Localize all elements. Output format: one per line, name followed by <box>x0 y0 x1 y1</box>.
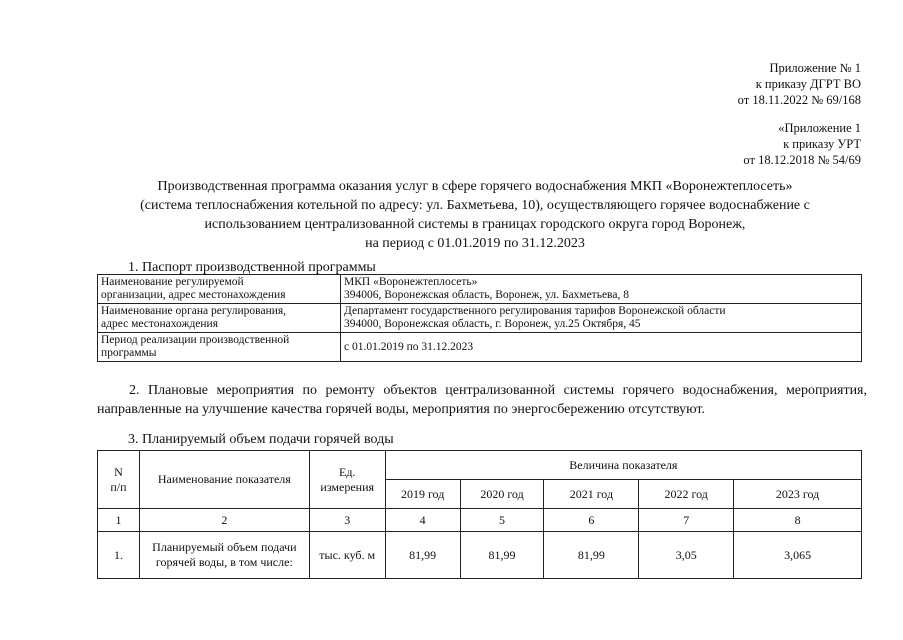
value-line: 394006, Воронежская область, Воронеж, ул. Бахметьева, 8 <box>344 289 629 301</box>
value-cell: 81,99 <box>385 532 460 579</box>
header-line: п/п <box>110 479 127 494</box>
index-cell: 6 <box>544 509 639 532</box>
value-cell: 3,05 <box>639 532 734 579</box>
index-cell: 3 <box>309 509 385 532</box>
passport-value <box>341 333 862 362</box>
table-row <box>98 304 862 333</box>
year-header: 2022 год <box>639 480 734 509</box>
passport-table <box>97 274 862 362</box>
value-line: Департамент государственного регулирования тарифов Воронежской области <box>344 305 726 317</box>
header-line: измерения <box>320 479 375 494</box>
section3-heading: 3. Планируемый объем подачи горячей воды <box>128 432 394 447</box>
indicator-line: Планируемый объем подачи <box>152 540 297 554</box>
value-cell: 81,99 <box>460 532 544 579</box>
section1-heading: 1. Паспорт производственной программы <box>128 260 376 275</box>
index-cell: 5 <box>460 509 544 532</box>
value-cell: 81,99 <box>544 532 639 579</box>
volume-table <box>97 450 862 579</box>
value-line: 394000, Воронежская область, г. Воронеж, ул.25 Октября, 45 <box>344 318 641 330</box>
passport-value <box>341 275 862 304</box>
label-line: программы <box>101 347 157 359</box>
document-title <box>95 177 855 253</box>
prior-appendix-header <box>743 120 861 168</box>
prior-header-line: от 18.12.2018 № 54/69 <box>743 153 861 167</box>
header-line: Ед. <box>338 464 356 479</box>
unit-cell: тыс. куб. м <box>309 532 385 579</box>
index-cell: 1 <box>98 509 140 532</box>
title-line: Производственная программа оказания услуг в сфере горячего водоснабжения МКП «Воронежтеплосеть» <box>157 179 793 194</box>
title-line: (система теплоснабжения котельной по адресу: ул. Бахметьева, 10), осуществляющего горячее водоснабжение с <box>140 198 810 213</box>
value-line: с 01.01.2019 по 31.12.2023 <box>344 340 474 353</box>
appendix-header <box>738 60 861 108</box>
index-cell: 7 <box>639 509 734 532</box>
passport-value <box>341 304 862 333</box>
title-line: использованием централизованной системы в границах городского округа город Воронеж, <box>204 217 746 232</box>
value-cell: 3,065 <box>734 532 862 579</box>
year-header: 2021 год <box>544 480 639 509</box>
year-header: 2020 год <box>460 480 544 509</box>
label-line: Наименование органа регулирования, <box>101 305 287 317</box>
label-line: организации, адрес местонахождения <box>101 289 286 301</box>
table-index-row <box>98 509 862 532</box>
appendix-header-line: Приложение № 1 <box>769 61 861 75</box>
col-unit-header <box>309 451 385 509</box>
passport-label <box>98 304 341 333</box>
indicator-line: горячей воды, в том числе: <box>155 555 293 569</box>
index-cell: 8 <box>734 509 862 532</box>
table-header-row <box>98 451 862 480</box>
value-line: МКП «Воронежтеплосеть» <box>344 276 478 288</box>
year-header: 2023 год <box>734 480 862 509</box>
passport-label <box>98 275 341 304</box>
header-line: N <box>114 464 123 479</box>
label-line: Период реализации производственной <box>101 334 290 346</box>
table-row <box>98 532 862 579</box>
year-header: 2019 год <box>385 480 460 509</box>
col-n-header <box>98 451 140 509</box>
indicator-name <box>139 532 309 579</box>
appendix-header-line: к приказу ДГРТ ВО <box>755 77 861 91</box>
section2-paragraph: 2. Плановые мероприятия по ремонту объектов централизованной системы горячего водоснабжения, мероприятия, направленные на улучшение качества горячей воды, мероприятия по энергосбережению отсутствуют. <box>97 383 867 417</box>
prior-header-line: к приказу УРТ <box>783 137 861 151</box>
passport-label <box>98 333 341 362</box>
label-line: Наименование регулируемой <box>101 276 244 288</box>
col-name-header: Наименование показателя <box>139 451 309 509</box>
appendix-header-line: от 18.11.2022 № 69/168 <box>737 93 861 107</box>
prior-header-line: «Приложение 1 <box>778 121 861 135</box>
table-row <box>98 333 862 362</box>
row-number: 1. <box>98 532 140 579</box>
col-value-header: Величина показателя <box>385 451 861 480</box>
title-line: на период с 01.01.2019 по 31.12.2023 <box>365 236 585 251</box>
index-cell: 4 <box>385 509 460 532</box>
index-cell: 2 <box>139 509 309 532</box>
table-row <box>98 275 862 304</box>
label-line: адрес местонахождения <box>101 318 219 330</box>
